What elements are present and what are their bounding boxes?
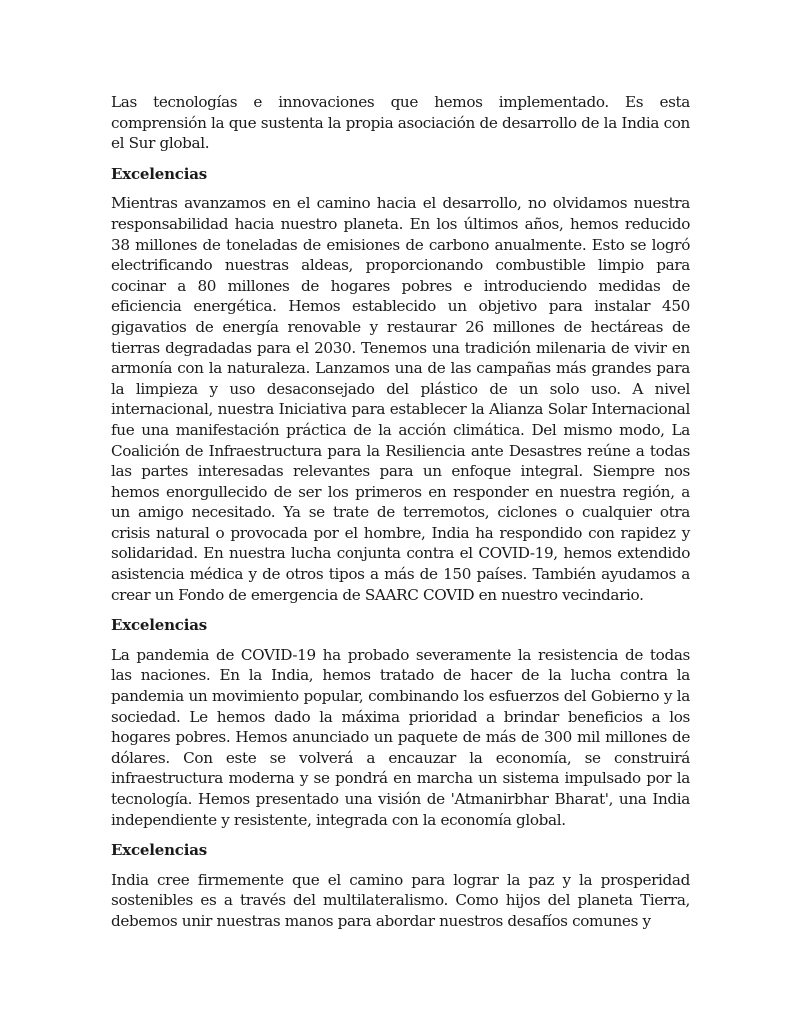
paragraph-pandemic: La pandemia de COVID-19 ha probado severamente la resistencia de todas las naciones. En la India, hemos tratado de hacer de la lucha contra la pandemia un movimiento popular, combinando los esfuerzos del Gobierno y la sociedad. Le hemos dado la máxima prioridad a brindar beneficios a los hogares pobres. Hemos anunciado un paquete de más de 300 mil millones de dólares. Con este se volverá a encauzar la economía, se construirá infraestructura moderna y se pondrá en marcha un sistema impulsado por la tecnología. Hemos presentado una visión de 'Atmanirbhar Bharat', una India independiente y resistente, integrada con la economía global. xyxy=(111,645,690,829)
document-body xyxy=(111,92,690,932)
paragraph-intro: Las tecnologías e innovaciones que hemos implementado. Es esta comprensión la que sustenta la propia asociación de desarrollo de la India con el Sur global. xyxy=(111,93,690,153)
paragraph-multilateralism: India cree firmemente que el camino para lograr la paz y la prosperidad sostenibles es a través del multilateralismo. Como hijos del planeta Tierra, debemos unir nuestras manos para abordar nuestros desafíos comunes y xyxy=(111,870,690,930)
paragraph-climate: Mientras avanzamos en el camino hacia el desarrollo, no olvidamos nuestra responsabilidad hacia nuestro planeta. En los últimos años, hemos reducido 38 millones de toneladas de emisiones de carbono anualmente. Esto se logró electrificando nuestras aldeas, proporcionando combustible limpio para cocinar a 80 millones de hogares pobres e introduciendo medidas de eficiencia energética. Hemos establecido un objetivo para instalar 450 gigavatios de energía renovable y restaurar 26 millones de hectáreas de tierras degradadas para el 2030. Tenemos una tradición milenaria de vivir en armonía con la naturaleza. Lanzamos una de las campañas más grandes para la limpieza y uso desaconsejado del plástico de un solo uso. A nivel internacional, nuestra Iniciativa para establecer la Alianza Solar Internacional fue una manifestación práctica de la acción climática. Del mismo modo, La Coalición de Infraestructura para la Resiliencia ante Desastres reúne a todas las partes interesadas relevantes para un enfoque integral. Siempre nos hemos enorgullecido de ser los primeros en responder en nuestra región, a un amigo necesitado. Ya se trate de terremotos, ciclones o cualquier otra crisis natural o provocada por el hombre, India ha respondido con rapidez y solidaridad. En nuestra lucha conjunta contra el COVID-19, hemos extendido asistencia médica y de otros tipos a más de 150 países. También ayudamos a crear un Fondo de emergencia de SAARC COVID en nuestro vecindario. xyxy=(111,194,690,604)
section-heading: Excelencias xyxy=(111,616,207,635)
section-heading: Excelencias xyxy=(111,164,207,183)
section-heading: Excelencias xyxy=(111,841,207,860)
